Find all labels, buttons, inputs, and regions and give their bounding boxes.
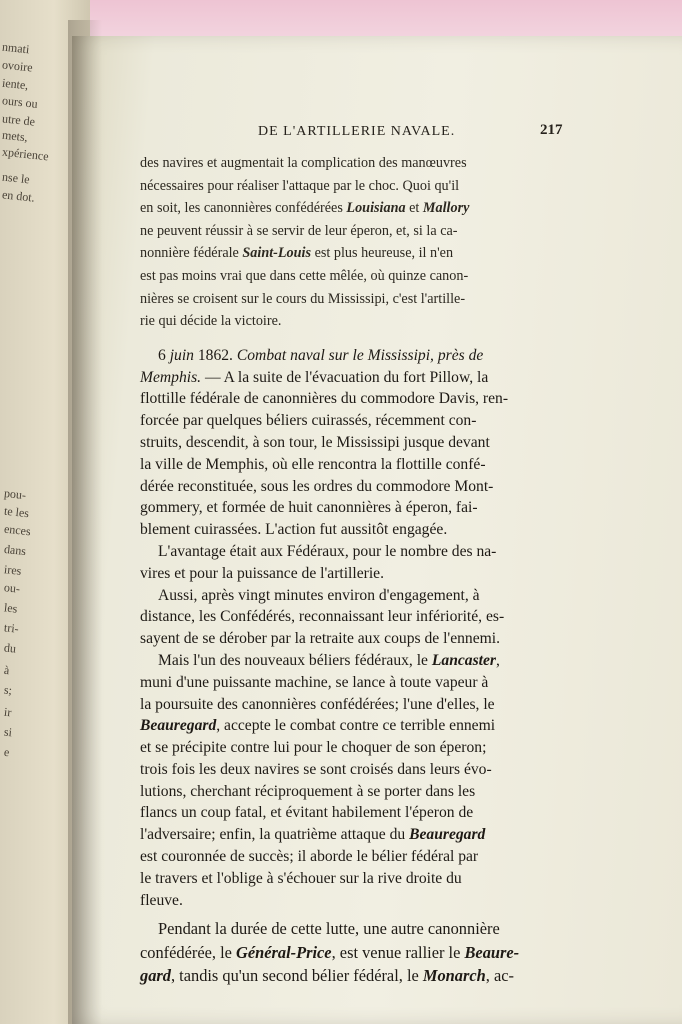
- paragraph-3: [140, 541, 568, 585]
- text-line: [140, 197, 568, 220]
- left-page-fragment: nmati: [1, 39, 31, 57]
- paragraph-2: [140, 345, 568, 541]
- text-segment: L'avantage était aux Fédéraux, pour le nombre des na-: [158, 542, 497, 560]
- text-line: [140, 310, 568, 333]
- text-segment: distance, les Confédérés, reconnaissant leur infériorité, es-: [140, 608, 505, 626]
- italic-text: Monarch: [422, 966, 486, 986]
- text-segment: forcée par quelques béliers cuirassés, récemment con-: [140, 412, 477, 430]
- text-segment: , accepte le combat contre ce terrible ennemi: [216, 717, 496, 735]
- text-segment: , tandis qu'un second bélier fédéral, le: [170, 966, 423, 986]
- left-page-fragment: du: [3, 640, 17, 656]
- left-page-fragment: en dot.: [1, 187, 36, 205]
- text-line: [140, 650, 568, 672]
- text-segment: est plus heureuse, il n'en: [311, 245, 454, 262]
- text-segment: des navires et augmentait la complication des manœuvres: [140, 155, 467, 171]
- book-gutter-shadow: [68, 20, 102, 1024]
- text-segment: est couronnée de succès; il aborde le bélier fédéral par: [140, 848, 479, 866]
- text-line: [140, 759, 568, 781]
- text-line: [140, 585, 568, 607]
- text-segment: la poursuite des canonnières confédérées; l'une d'elles, le: [140, 695, 495, 713]
- text-line: [140, 242, 568, 265]
- text-segment: dérée reconstituée, sous les ordres du commodore Mont-: [140, 477, 494, 495]
- text-segment: et se précipite contre lui pour le choquer de son éperon;: [140, 739, 487, 757]
- left-page-fragment: ir: [3, 704, 13, 720]
- text-segment: struits, descendit, à son tour, le Mississipi jusque devant: [140, 433, 490, 451]
- page-number: 217: [540, 122, 563, 138]
- text-segment: rie qui décide la victoire.: [140, 313, 282, 330]
- left-page-fragment: ires: [3, 562, 23, 578]
- left-page-fragment: ours ou: [1, 93, 39, 111]
- text-segment: fleuve.: [140, 891, 183, 909]
- text-segment: Aussi, après vingt minutes environ d'engagement, à: [158, 586, 480, 604]
- text-segment: lutions, cherchant réciproquement à se porter dans les: [140, 782, 476, 800]
- text-line: [140, 497, 568, 519]
- running-title: DE L'ARTILLERIE NAVALE.: [258, 124, 456, 139]
- text-line: [140, 964, 568, 987]
- italic-text: Louisiana: [346, 200, 406, 217]
- left-page-fragment: les: [3, 600, 19, 616]
- italic-text: Beauregard: [409, 826, 486, 844]
- text-line: [140, 941, 568, 964]
- left-page-fragment: à: [3, 662, 11, 678]
- italic-text: gard: [140, 966, 171, 986]
- left-page-fragment: si: [3, 724, 13, 740]
- text-line: [140, 694, 568, 716]
- text-line: [140, 802, 568, 824]
- paragraph-5: [140, 650, 568, 912]
- text-line: [140, 410, 568, 432]
- text-segment: 1862.: [193, 346, 237, 364]
- italic-text: Général-Price: [236, 942, 332, 962]
- paragraph-4: [140, 585, 568, 650]
- left-page-fragment: te les: [3, 503, 30, 521]
- text-segment: — A la suite de l'évacuation du fort Pillow, la: [201, 368, 489, 386]
- text-line: [140, 476, 568, 498]
- text-line: [140, 367, 568, 389]
- text-line: [140, 288, 568, 311]
- text-line: [140, 388, 568, 410]
- text-segment: blement cuirassées. L'action fut aussitôt engagée.: [140, 521, 448, 539]
- left-page-fragment: xpérience: [1, 144, 50, 164]
- text-line: [140, 917, 568, 940]
- text-segment: confédérée, le: [140, 942, 236, 962]
- text-segment: flottille fédérale de canonnières du commodore Davis, ren-: [140, 390, 509, 408]
- text-line: [140, 868, 568, 890]
- text-segment: et: [405, 200, 423, 217]
- left-page-fragment: ou-: [3, 580, 21, 596]
- left-page-fragment: dans: [3, 541, 27, 559]
- italic-text: Saint-Louis: [242, 245, 312, 262]
- text-segment: nonnière fédérale: [140, 245, 243, 262]
- italic-text: Beaure-: [464, 942, 520, 962]
- paragraph-1: [140, 152, 568, 333]
- text-line: [140, 563, 568, 585]
- left-page-fragment: utre de: [1, 111, 36, 129]
- text-line: [140, 345, 568, 367]
- text-line: [140, 606, 568, 628]
- text-segment: , ac-: [485, 966, 514, 986]
- text-line: [140, 824, 568, 846]
- left-page-fragment: s;: [3, 682, 13, 698]
- text-segment: ,: [496, 651, 500, 669]
- text-line: [140, 175, 568, 198]
- text-segment: Mais l'un des nouveaux béliers fédéraux, le: [158, 651, 432, 669]
- italic-text: Combat naval sur le Mississipi, près de: [236, 346, 484, 364]
- paragraph-6: [140, 917, 568, 987]
- text-line: [140, 715, 568, 737]
- text-line: [140, 628, 568, 650]
- left-page-fragment: iente,: [1, 75, 30, 93]
- text-segment: vires et pour la puissance de l'artillerie.: [140, 564, 384, 582]
- left-page-fragment: pou-: [3, 485, 27, 503]
- text-segment: ne peuvent réussir à se servir de leur éperon, et, si la ca-: [140, 222, 458, 239]
- left-page-fragment: ovoire: [1, 57, 34, 75]
- italic-text: Beauregard: [140, 717, 217, 735]
- page-body: [140, 152, 568, 988]
- left-page-fragment: tri-: [3, 620, 20, 636]
- text-segment: Pendant la durée de cette lutte, une autre canonnière: [158, 919, 500, 939]
- text-line: [140, 541, 568, 563]
- text-line: [140, 737, 568, 759]
- left-page-fragment: nse le: [1, 169, 31, 187]
- text-line: [140, 672, 568, 694]
- text-segment: trois fois les deux navires se sont croisés dans leurs évo-: [140, 760, 492, 778]
- text-segment: nières se croisent sur le cours du Mississipi, c'est l'artille-: [140, 290, 466, 307]
- left-page-fragment: e: [3, 744, 11, 760]
- text-line: [140, 265, 568, 288]
- text-segment: sayent de se dérober par la retraite aux coups de l'ennemi.: [140, 630, 501, 648]
- text-segment: 6: [158, 346, 170, 364]
- text-line: [140, 454, 568, 476]
- text-line: [140, 519, 568, 541]
- text-line: [140, 220, 568, 243]
- text-line: [140, 846, 568, 868]
- italic-text: juin: [169, 346, 194, 364]
- text-line: [140, 890, 568, 912]
- text-segment: , est venue rallier le: [331, 942, 465, 962]
- text-segment: nécessaires pour réaliser l'attaque par le choc. Quoi qu'il: [140, 177, 460, 194]
- text-segment: muni d'une puissante machine, se lance à toute vapeur à: [140, 673, 489, 691]
- text-segment: gommery, et formée de huit canonnières à éperon, fai-: [140, 499, 478, 517]
- text-segment: flancs un coup fatal, et évitant habilement l'éperon de: [140, 804, 474, 822]
- page-header: [258, 124, 578, 146]
- italic-text: Mallory: [422, 200, 470, 217]
- italic-text: Memphis.: [140, 368, 202, 386]
- text-segment: est pas moins vrai que dans cette mêlée, où quinze canon-: [140, 267, 469, 284]
- italic-text: Lancaster: [431, 651, 496, 669]
- text-segment: la ville de Memphis, où elle rencontra la flottille confé-: [140, 455, 486, 473]
- text-segment: le travers et l'oblige à s'échouer sur la rive droite du: [140, 869, 462, 887]
- text-line: [140, 432, 568, 454]
- text-segment: en soit, les canonnières confédérées: [140, 200, 347, 217]
- text-segment: l'adversaire; enfin, la quatrième attaque du: [140, 826, 410, 844]
- text-line: [140, 152, 568, 175]
- left-page-fragment: ences: [3, 521, 32, 539]
- text-line: [140, 781, 568, 803]
- left-page-fragment: mets,: [1, 127, 29, 145]
